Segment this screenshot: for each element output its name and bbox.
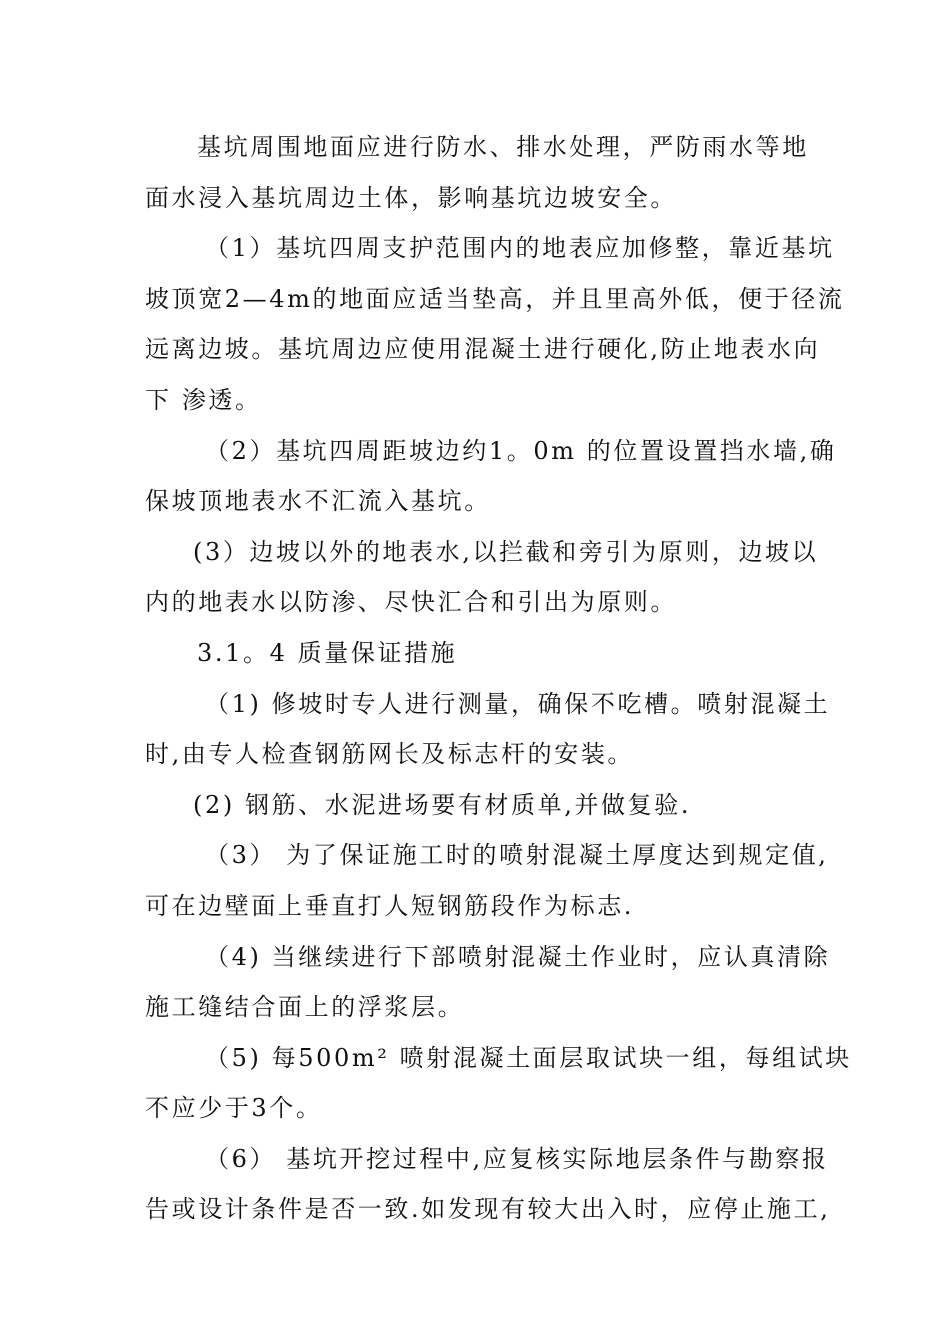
text-line: 施工缝结合面上的浮浆层。 [145, 993, 465, 1022]
text-line: 内的地表水以防渗、尽快汇合和引出为原则。 [145, 588, 677, 617]
text-line: （1) 修坡时专人进行测量，确保不吃槽。喷射混凝土 [205, 689, 831, 718]
text-line: 保坡顶地表水不汇流入基坑。 [145, 487, 491, 516]
text-line: 不应少于3个。 [145, 1094, 323, 1123]
text-line: 告或设计条件是否一致.如发现有较大出入时，应停止施工, [145, 1195, 831, 1224]
text-line: (3）边坡以外的地表水,以拦截和旁引为原则，边坡以 [193, 537, 819, 566]
text-line: （5) 每500m² 喷射混凝土面层取试块一组，每组试块 [205, 1043, 852, 1072]
section-heading: 3.1。4 质量保证措施 [197, 638, 458, 667]
text-line: （2）基坑四周距坡边约1。0m 的位置设置挡水墙,确 [205, 436, 837, 465]
text-line: （6） 基坑开挖过程中,应复核实际地层条件与勘察报 [205, 1144, 829, 1173]
text-line: 基坑周围地面应进行防水、排水处理，严防雨水等地 [197, 133, 809, 161]
text-line: （4) 当继续进行下部喷射混凝土作业时，应认真清除 [205, 942, 831, 971]
text-line: (2) 钢筋、水泥进场要有材质单,并做复验. [193, 790, 692, 819]
text-line: （1）基坑四周支护范围内的地表应加修整，靠近基坑 [205, 234, 835, 263]
text-line: （3） 为了保证施工时的喷射混凝土厚度达到规定值, [205, 841, 829, 870]
text-line: 坡顶宽2—4m的地面应适当垫高，并且里高外低，便于径流 [145, 284, 845, 313]
body-text [145, 127, 852, 1240]
text-line: 面水浸入基坑周边土体，影响基坑边坡安全。 [145, 183, 677, 212]
text-line: 可在边壁面上垂直打人短钢筋段作为标志. [145, 891, 635, 920]
text-line: 远离边坡。基坑周边应使用混凝土进行硬化,防止地表水向 [145, 335, 821, 364]
text-line: 下 渗透。 [145, 385, 262, 414]
text-line: 时,由专人检查钢筋网长及标志杆的安装。 [145, 740, 635, 769]
